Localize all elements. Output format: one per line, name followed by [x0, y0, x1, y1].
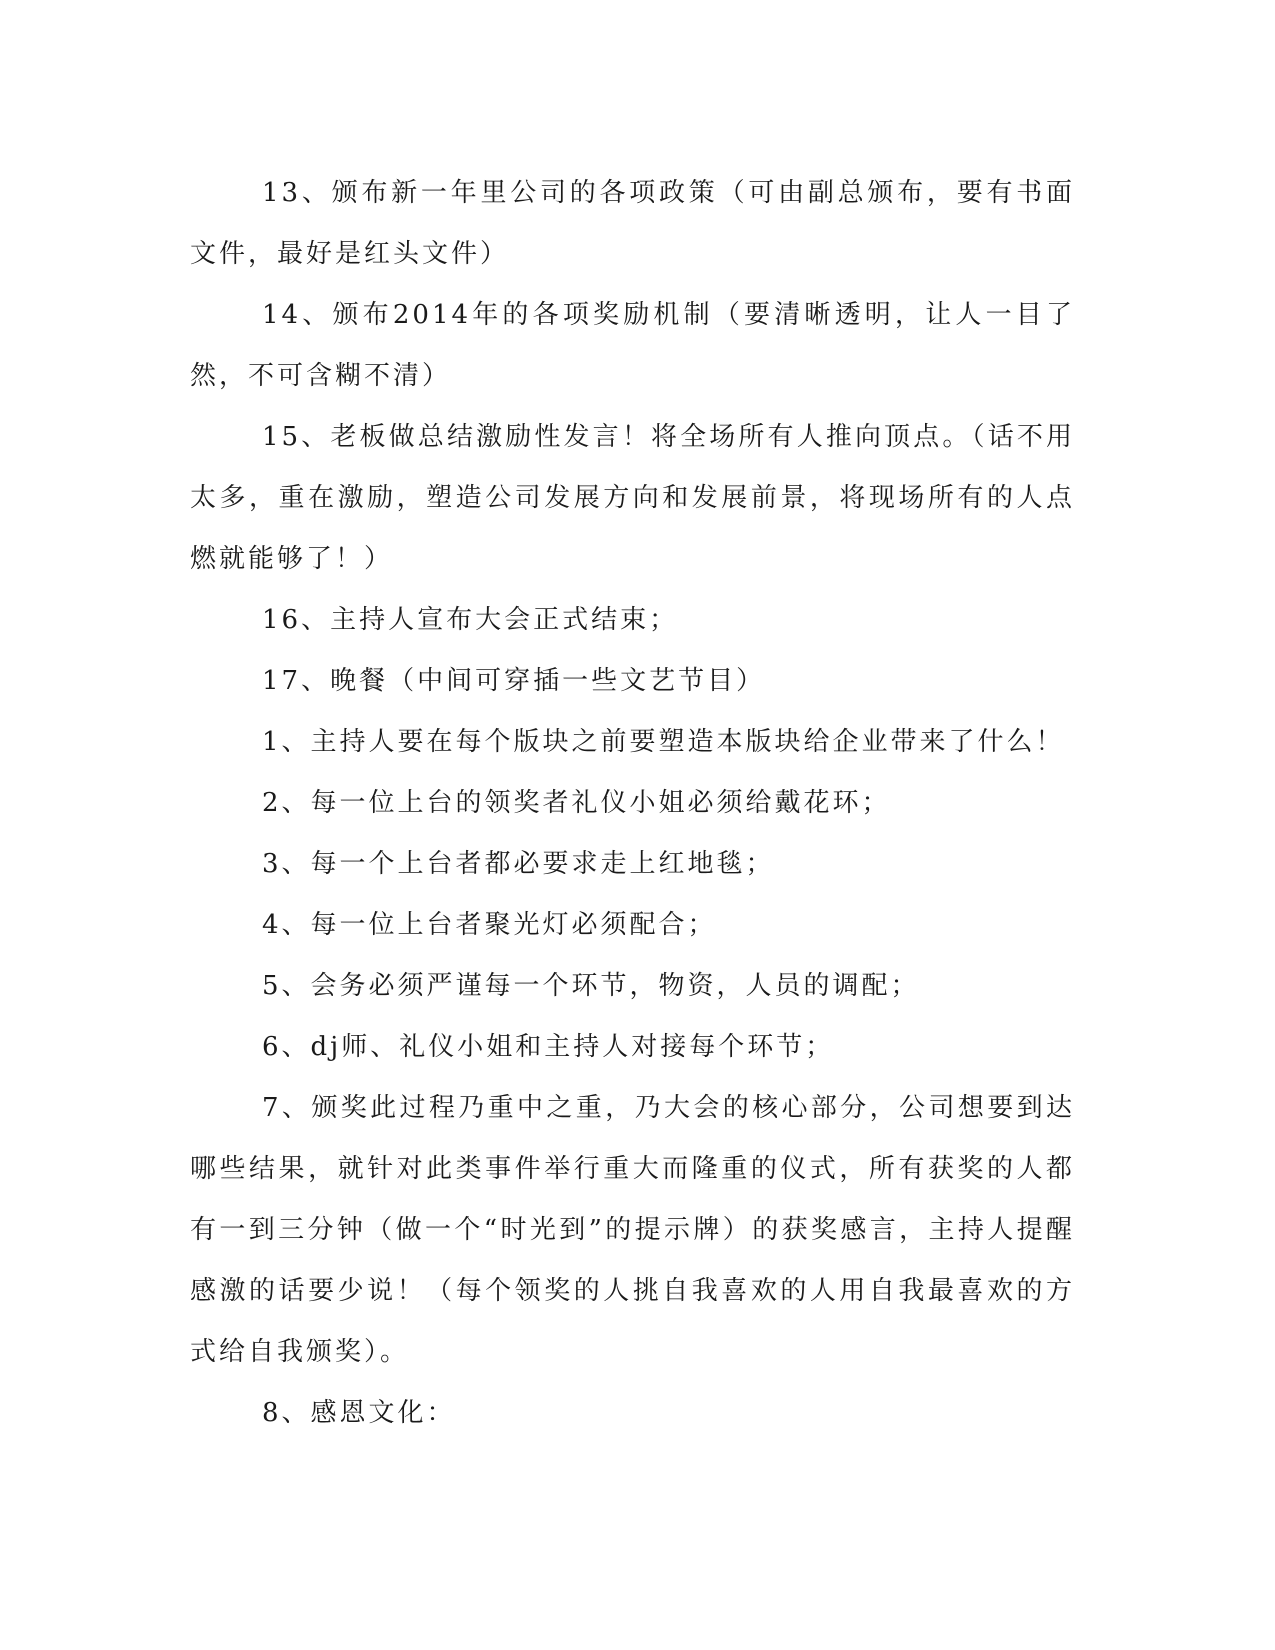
note-item-7: 7、颁奖此过程乃重中之重，乃大会的核心部分，公司想要到达哪些结果，就针对此类事件举行重大而隆重的仪式，所有获奖的人都有一到三分钟（做一个“时光到”的提示牌）的获奖感言，主持人提醒感激的话要少说！（每个领奖的人挑自我喜欢的人用自我最喜欢的方式给自我颁奖）。 — [190, 1093, 1075, 1367]
paragraph-item-17: 17、晚餐（中间可穿插一些文艺节目） — [262, 666, 766, 696]
note-item-1: 1、主持人要在每个版块之前要塑造本版块给企业带来了什么！ — [262, 727, 1065, 757]
note-item-6: 6、dj师、礼仪小姐和主持人对接每个环节； — [262, 1032, 835, 1062]
paragraph-item-14: 14、颁布2014年的各项奖励机制（要清晰透明，让人一目了然，不可含糊不清） — [190, 300, 1075, 391]
note-item-3: 3、每一个上台者都必要求走上红地毯； — [262, 849, 775, 879]
note-item-4: 4、每一位上台者聚光灯必须配合； — [262, 910, 717, 940]
paragraph-item-13: 13、颁布新一年里公司的各项政策（可由副总颁布，要有书面文件，最好是红头文件） — [190, 178, 1075, 269]
document-body — [190, 163, 1075, 1444]
note-item-2: 2、每一位上台的领奖者礼仪小姐必须给戴花环； — [262, 788, 891, 818]
note-item-5: 5、会务必须严谨每一个环节，物资，人员的调配； — [262, 971, 920, 1001]
paragraph-item-16: 16、主持人宣布大会正式结束； — [262, 605, 679, 635]
note-item-8: 8、感恩文化： — [262, 1398, 456, 1428]
paragraph-item-15: 15、老板做总结激励性发言！将全场所有人推向顶点。（话不用太多，重在激励，塑造公司发展方向和发展前景，将现场所有的人点燃就能够了！） — [190, 422, 1075, 574]
